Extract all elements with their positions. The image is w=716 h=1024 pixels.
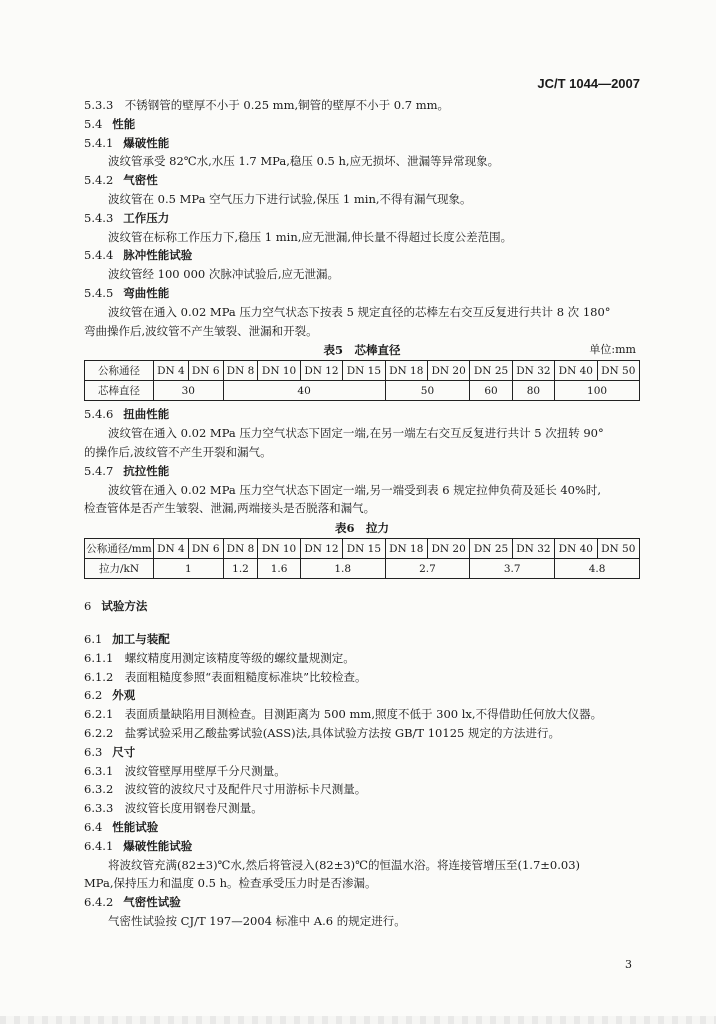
table-cell: 30 [154, 381, 224, 401]
clause-6-2-1: 6.2.1 表面质量缺陷用目测检查。目测距离为 500 mm,照度不低于 300 lx,不得借助任何放大仪器。 [84, 707, 603, 722]
table-5-unit: 单位:mm [589, 343, 636, 357]
clause-6-4-1-body-line2: MPa,保持压力和温度 0.5 h。检查承受压力时是否渗漏。 [84, 876, 377, 891]
table-header-cell: DN 15 [343, 539, 385, 559]
table-header-cell: DN 25 [470, 361, 512, 381]
clause-6-4-1-body-line1: 将波纹管充满(82±3)℃水,然后将管浸入(82±3)℃的恒温水浴。将连接管增压至(1.7±0.03) [108, 857, 581, 872]
clause-5-4-7-heading: 5.4.7 抗拉性能 [84, 463, 170, 478]
table-cell: 1.8 [300, 559, 385, 579]
section-6-heading: 6 试验方法 [84, 599, 148, 614]
clause-6-1-1: 6.1.1 螺纹精度用测定该精度等级的螺纹量规测定。 [84, 650, 355, 665]
section-6-4-heading: 6.4 性能试验 [84, 819, 159, 834]
clause-5-4-2-body: 波纹管在 0.5 MPa 空气压力下进行试验,保压 1 min,不得有漏气现象。 [108, 191, 472, 206]
table-header-cell: DN 40 [555, 539, 597, 559]
table-header-cell: DN 15 [343, 361, 385, 381]
table-header-cell: DN 40 [555, 361, 597, 381]
table-header-cell: DN 20 [427, 361, 469, 381]
table-cell: 2.7 [385, 559, 470, 579]
table-6-caption-row [84, 518, 640, 538]
table-cell: 1 [154, 559, 224, 579]
section-6-3-heading: 6.3 尺寸 [84, 744, 136, 759]
table-row [85, 559, 640, 579]
table-header-cell: DN 4 [154, 361, 189, 381]
table-cell: 1.2 [223, 559, 258, 579]
table-header-cell: DN 8 [223, 361, 258, 381]
table-5-caption-row [84, 340, 640, 360]
table-header-cell: DN 18 [385, 361, 427, 381]
clause-5-4-3-body: 波纹管在标称工作压力下,稳压 1 min,应无泄漏,伸长量不得超过长度公差范围。 [108, 229, 513, 244]
table-header-cell: DN 12 [300, 361, 342, 381]
section-6-1-heading: 6.1 加工与装配 [84, 631, 170, 646]
section-5-4-heading: 5.4 性能 [84, 116, 136, 131]
table-cell: 40 [223, 381, 385, 401]
table-5-mandrel-diameter [84, 360, 640, 401]
table-cell: 4.8 [555, 559, 640, 579]
section-6-2-heading: 6.2 外观 [84, 688, 136, 703]
clause-5-4-7-body-line2: 检查管体是否产生皱裂、泄漏,两端接头是否脱落和漏气。 [84, 501, 376, 516]
clause-5-4-4-body: 波纹管经 100 000 次脉冲试验后,应无泄漏。 [108, 267, 340, 282]
page-content [84, 96, 640, 931]
clause-5-4-7-body-line1: 波纹管在通入 0.02 MPa 压力空气状态下固定一端,另一端受到表 6 规定拉伸负荷及延长 40%时, [108, 482, 602, 497]
spacer [84, 616, 640, 630]
clause-5-4-3-heading: 5.4.3 工作压力 [84, 210, 170, 225]
clause-6-2-2: 6.2.2 盐雾试验采用乙酸盐雾试验(ASS)法,具体试验方法按 GB/T 10125 规定的方法进行。 [84, 725, 560, 740]
clause-6-3-3: 6.3.3 波纹管长度用钢卷尺测量。 [84, 801, 263, 816]
table-header-cell: DN 8 [223, 539, 258, 559]
page-number: 3 [625, 958, 632, 971]
table-header-cell: DN 32 [512, 361, 554, 381]
table-header-cell: DN 6 [188, 361, 223, 381]
table-6-caption: 表6 拉力 [334, 521, 389, 536]
table-6-tensile-force [84, 538, 640, 579]
table-row [85, 381, 640, 401]
table-header-cell: DN 32 [512, 539, 554, 559]
table-row [85, 539, 640, 559]
table-header-cell: DN 50 [597, 361, 639, 381]
clause-5-4-6-heading: 5.4.6 扭曲性能 [84, 407, 170, 422]
clause-5-4-2-heading: 5.4.2 气密性 [84, 173, 158, 188]
clause-5-4-5-body-line2: 弯曲操作后,波纹管不产生皱裂、泄漏和开裂。 [84, 323, 318, 338]
table-cell: 3.7 [470, 559, 555, 579]
clause-5-4-4-heading: 5.4.4 脉冲性能试验 [84, 248, 193, 263]
table-header-cell: DN 12 [300, 539, 342, 559]
standard-code: JC/T 1044—2007 [537, 76, 640, 91]
table-header-cell: DN 25 [470, 539, 512, 559]
clause-5-4-1-body: 波纹管承受 82℃水,水压 1.7 MPa,稳压 0.5 h,应无损坏、泄漏等异常现象。 [108, 154, 500, 169]
table-header-cell: DN 50 [597, 539, 639, 559]
table-row-label: 芯棒直径 [85, 381, 154, 401]
clause-5-4-6-body-line1: 波纹管在通入 0.02 MPa 压力空气状态下固定一端,在另一端左右交互反复进行共计 5 次扭转 90° [108, 426, 604, 441]
table-header-cell: 公称通径 [85, 361, 154, 381]
clause-6-1-2: 6.1.2 表面粗糙度参照“表面粗糙度标准块”比较检查。 [84, 669, 367, 684]
clause-5-4-5-body-line1: 波纹管在通入 0.02 MPa 压力空气状态下按表 5 规定直径的芯棒左右交互反复进行共计 8 次 180° [108, 304, 611, 319]
table-header-cell: DN 10 [258, 539, 300, 559]
table-row [85, 361, 640, 381]
scan-edge-artifact [0, 1016, 716, 1024]
clause-6-4-2-body: 气密性试验按 CJ/T 197—2004 标准中 A.6 的规定进行。 [108, 913, 406, 928]
table-header-cell: DN 10 [258, 361, 300, 381]
table-header-cell: DN 6 [188, 539, 223, 559]
clause-6-3-2: 6.3.2 波纹管的波纹尺寸及配件尺寸用游标卡尺测量。 [84, 782, 367, 797]
table-cell: 60 [470, 381, 512, 401]
clause-5-3-3: 5.3.3 不锈钢管的壁厚不小于 0.25 mm,铜管的壁厚不小于 0.7 mm。 [84, 98, 450, 112]
clause-5-4-1-heading: 5.4.1 爆破性能 [84, 135, 170, 150]
table-cell: 100 [555, 381, 640, 401]
spacer [84, 583, 640, 597]
clause-5-4-6-body-line2: 的操作后,波纹管不产生开裂和漏气。 [84, 444, 272, 459]
table-cell: 1.6 [258, 559, 300, 579]
table-header-cell: DN 18 [385, 539, 427, 559]
clause-6-4-1-heading: 6.4.1 爆破性能试验 [84, 838, 193, 853]
clause-5-4-5-heading: 5.4.5 弯曲性能 [84, 285, 170, 300]
table-header-cell: 公称通径/mm [85, 539, 154, 559]
table-row-label: 拉力/kN [85, 559, 154, 579]
table-cell: 50 [385, 381, 470, 401]
table-header-cell: DN 4 [154, 539, 189, 559]
table-cell: 80 [512, 381, 554, 401]
clause-6-4-2-heading: 6.4.2 气密性试验 [84, 895, 181, 910]
table-5-caption: 表5 芯棒直径 [323, 343, 401, 358]
table-header-cell: DN 20 [427, 539, 469, 559]
clause-6-3-1: 6.3.1 波纹管壁厚用壁厚千分尺测量。 [84, 763, 286, 778]
